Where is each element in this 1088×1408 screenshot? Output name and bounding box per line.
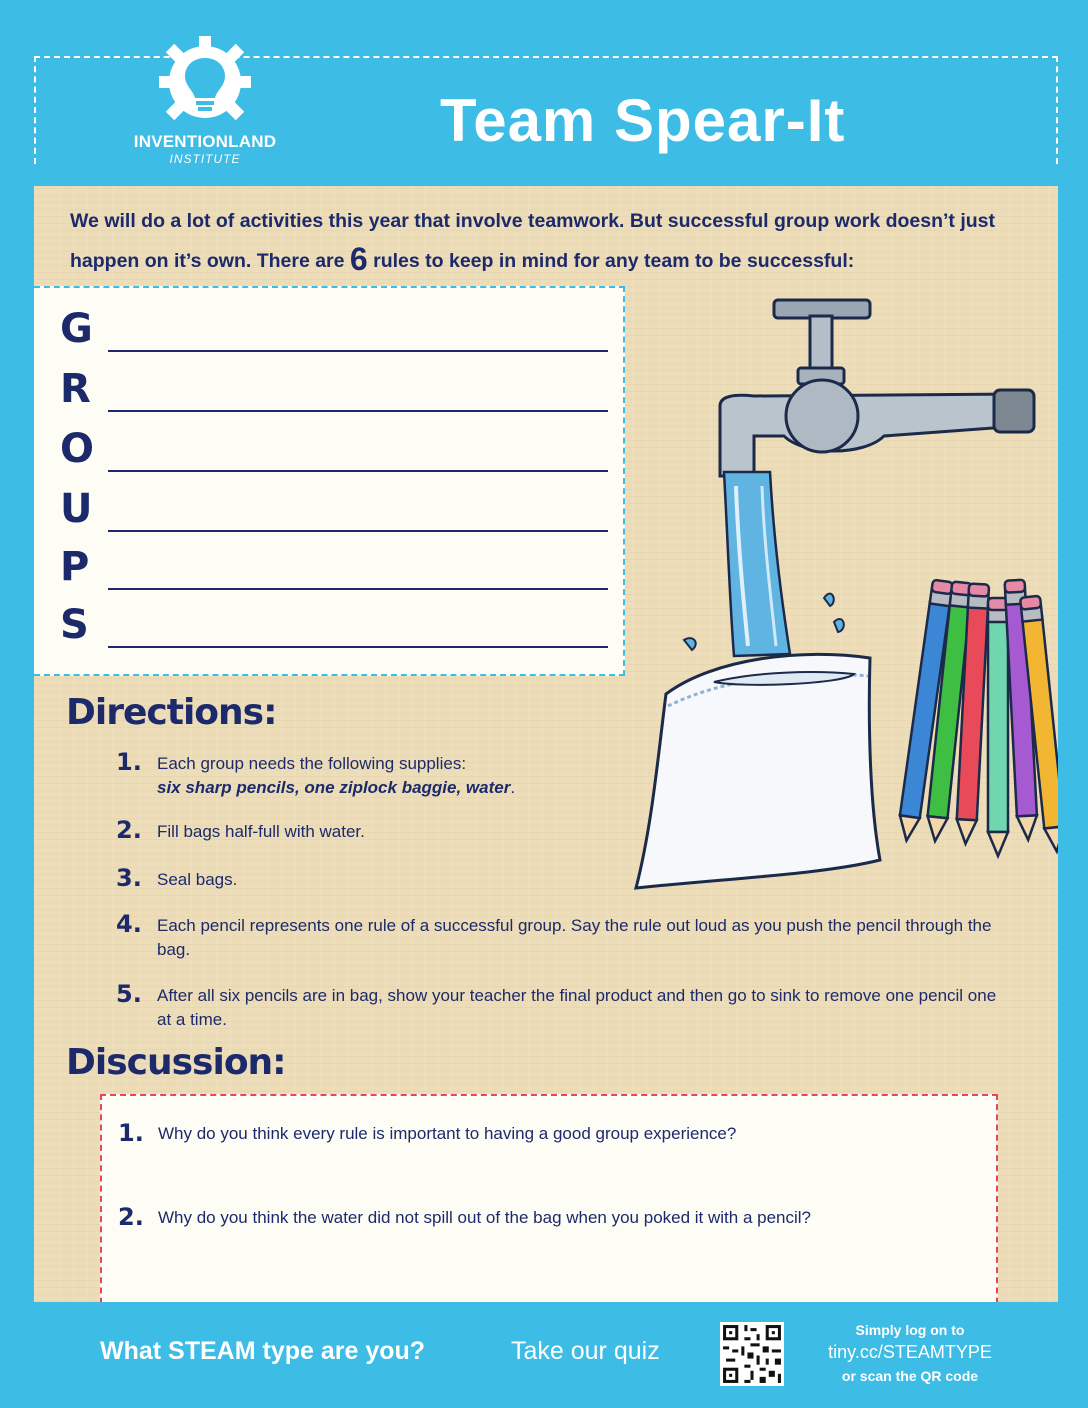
groups-letter: R xyxy=(60,366,91,412)
intro-text-after: rules to keep in mind for any team to be successful: xyxy=(367,250,855,272)
qr-code-icon[interactable] xyxy=(720,1322,784,1386)
groups-row xyxy=(60,306,610,366)
discussion-heading: Discussion: xyxy=(66,1042,286,1083)
footer-quiz-link[interactable]: Take our quiz xyxy=(511,1337,660,1365)
direction-supplies-emphasis: six sharp pencils, one ziplock baggie, water xyxy=(157,778,511,797)
answer-line[interactable] xyxy=(108,588,608,590)
direction-text: Fill bags half-full with water. xyxy=(157,822,365,841)
direction-text: After all six pencils are in bag, show your teacher the final product and then go to sink to remove one pencil one at a time. xyxy=(157,986,997,1029)
direction-text-main: Each group needs the following supplies: xyxy=(157,754,467,773)
groups-row xyxy=(60,544,610,604)
intro-rule-count: 6 xyxy=(349,241,368,277)
logo-brand-text: INVENTIONLAND xyxy=(133,132,277,151)
lightbulb-gear-logo-icon xyxy=(157,34,253,130)
inventionland-logo xyxy=(120,34,290,174)
direction-number: 1. xyxy=(116,748,142,776)
footer-log-on-text: Simply log on to xyxy=(855,1322,965,1338)
direction-number: 2. xyxy=(116,816,142,844)
water-stream-illustration xyxy=(684,472,844,656)
question-text: Why do you think every rule is important to having a good group experience? xyxy=(158,1124,737,1143)
footer-url-link[interactable]: tiny.cc/STEAMTYPE xyxy=(828,1342,992,1362)
question-number: 1. xyxy=(118,1119,144,1147)
discussion-box xyxy=(100,1094,998,1302)
groups-letter: G xyxy=(60,306,93,352)
worksheet-paper xyxy=(34,186,1058,1302)
groups-letter: S xyxy=(60,602,89,648)
page-title: Team Spear-It xyxy=(440,87,846,154)
groups-row xyxy=(60,366,610,426)
direction-text: Each pencil represents one rule of a successful group. Say the rule out loud as you push the pencil through the bag. xyxy=(157,916,992,959)
directions-heading: Directions: xyxy=(66,692,277,733)
direction-text xyxy=(157,752,997,800)
question-number: 2. xyxy=(118,1203,144,1231)
groups-acronym-box xyxy=(34,286,625,676)
direction-number: 3. xyxy=(116,864,142,892)
intro-paragraph xyxy=(70,202,1040,280)
pencils-illustration xyxy=(897,580,1058,856)
faucet-bag-pencils-illustration xyxy=(624,286,1058,906)
groups-letter: O xyxy=(60,426,95,472)
question-text: Why do you think the water did not spill out of the bag when you poked it with a pencil? xyxy=(158,1208,812,1227)
answer-line[interactable] xyxy=(108,350,608,352)
direction-number: 4. xyxy=(116,910,142,938)
groups-row xyxy=(60,426,610,486)
answer-line[interactable] xyxy=(108,410,608,412)
logo-sub-text: INSTITUTE xyxy=(169,152,241,166)
groups-letter: U xyxy=(60,486,93,532)
footer-scan-text: or scan the QR code xyxy=(841,1368,979,1384)
footer-bar xyxy=(0,1302,1088,1408)
faucet-illustration xyxy=(720,300,1034,476)
answer-line[interactable] xyxy=(108,530,608,532)
answer-line[interactable] xyxy=(108,646,608,648)
direction-text: Seal bags. xyxy=(157,870,238,889)
groups-letter: P xyxy=(60,544,90,590)
groups-row xyxy=(60,486,610,546)
direction-text-end: . xyxy=(510,778,516,797)
footer-steam-question: What STEAM type are you? xyxy=(100,1337,426,1365)
groups-row xyxy=(60,602,610,662)
intro-text-before: We will do a lot of activities this year that involve teamwork. But successful group work doesn’t just happen on it’s own. There are xyxy=(70,210,996,272)
direction-number: 5. xyxy=(116,980,142,1008)
answer-line[interactable] xyxy=(108,470,608,472)
